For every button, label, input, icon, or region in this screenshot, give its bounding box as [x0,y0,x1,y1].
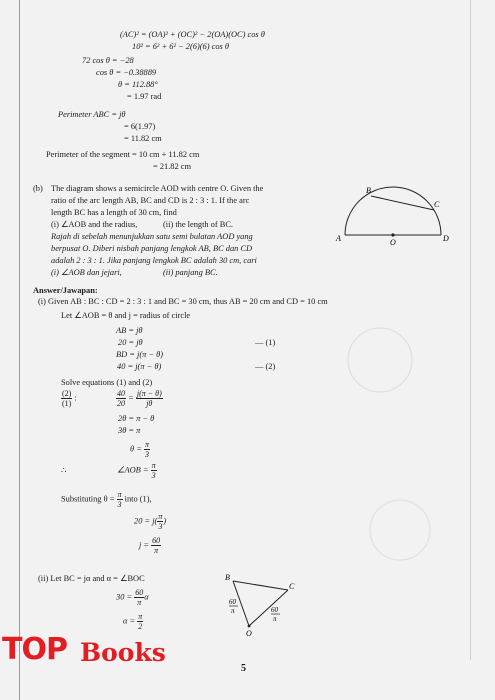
side-label-numerator: 60 [229,598,236,606]
text-line: = 21.82 cm [153,162,191,171]
therefore-symbol: ∴ [61,466,67,475]
equation: j = $\frac{60}{\pi}$ [139,536,161,555]
ratio-fraction: $\frac{(2)}{(1)}$ : [62,389,77,408]
text-line: cos θ = −0.38889 [96,68,157,77]
label-o: O [390,238,396,247]
equation: 3θ = π [118,426,141,435]
question-text-malay: (ii) panjang BC. [163,268,218,277]
equation: α = $\frac{\pi}{2}$ [123,612,143,631]
equation: 20 = j( $\frac{\pi}{3}$ ) [134,512,167,531]
show-through [300,300,470,620]
text-line: 72 cos θ = −28 [82,56,134,65]
equation: θ = $\frac{\pi}{3}$ [130,440,149,459]
label-c: C [289,582,295,591]
question-text-malay: adalah 2 : 3 : 1. Jika panjang lengkok BC adalah 30 cm, cari [51,256,257,265]
text-line: 10² = 6² + 6² − 2(6)(6) cos θ [132,42,229,51]
answer-line: Solve equations (1) and (2) [61,378,153,387]
answer-line: Let ∠AOB = θ and j = radius of circle [61,311,191,320]
answer-heading: Answer/Jawapan: [33,286,98,295]
equation: BD = j(π − θ) [116,350,164,359]
equation: 2θ = π − θ [118,414,155,423]
sector-diagram [213,568,303,638]
equation: 30 = $\frac{60}{\pi}$ α [116,588,149,607]
equation: AB = jθ [116,326,143,335]
side-label-denominator: π [273,615,277,623]
equation-number: — (1) [255,338,276,347]
text-line: θ = 112.88° [118,80,158,89]
semicircle-diagram [330,180,460,248]
text-line: Perimeter ABC = jθ [58,110,126,119]
label-b: B [366,186,371,195]
bleed-line [470,0,471,660]
question-text: (i) ∠AOB and the radius, [51,220,138,229]
label-b: B [225,573,230,582]
answer-line: (i) Given AB : BC : CD = 2 : 3 : 1 and BC = 30 cm, thus AB = 20 cm and CD = 10 cm [38,297,328,306]
fraction-equation: $\frac{40}{20}$ = $\frac{j(\pi - \theta)}{j\theta}$ [117,389,162,408]
equation: ∠AOB = $\frac{\pi}{3}$ [117,461,156,480]
side-label-denominator: π [231,607,235,615]
answer-line: Substituting θ = $\frac{\pi}{3}$ into (1), [61,490,152,509]
answer-line: (ii) Let BC = jα and α = ∠BOC [38,574,145,583]
question-text-malay: berpusat O. Diberi nisbah panjang lengkok AB, BC dan CD [51,244,253,253]
question-text: ratio of the arc length AB, BC and CD is 2 : 3 : 1. If the arc [51,196,250,205]
equation: 20 = jθ [118,338,143,347]
equation-number: — (2) [255,362,276,371]
question-text: The diagram shows a semicircle AOD with centre O. Given the [51,184,264,193]
text-line: = 6(1.97) [124,122,156,131]
question-text: length BC has a length of 30 cm, find [51,208,177,217]
side-label-numerator: 60 [271,606,278,614]
label-a: A [336,234,341,243]
equation: 40 = j(π − θ) [117,362,162,371]
question-text: (ii) the length of BC. [163,220,234,229]
margin-line [19,0,20,700]
text-line: Perimeter of the segment = 10 cm + 11.82 cm [46,150,200,159]
page-number: 5 [241,663,246,674]
text-line: (AC)² = (OA)² + (OC)² − 2(OA)(OC) cos θ [120,30,265,39]
question-text-malay: (i) ∠AOB dan jejari, [51,268,122,277]
text-line: = 11.82 cm [124,134,162,143]
question-label: (b) [33,184,43,193]
label-o: O [246,629,252,638]
topbooks-logo: TOP Books [2,632,166,667]
label-c: C [434,200,440,209]
text-line: = 1.97 rad [127,92,162,101]
question-text-malay: Rajah di sebelah menunjukkan satu semi bulatan AOD yang [51,232,253,241]
label-d: D [443,234,449,243]
